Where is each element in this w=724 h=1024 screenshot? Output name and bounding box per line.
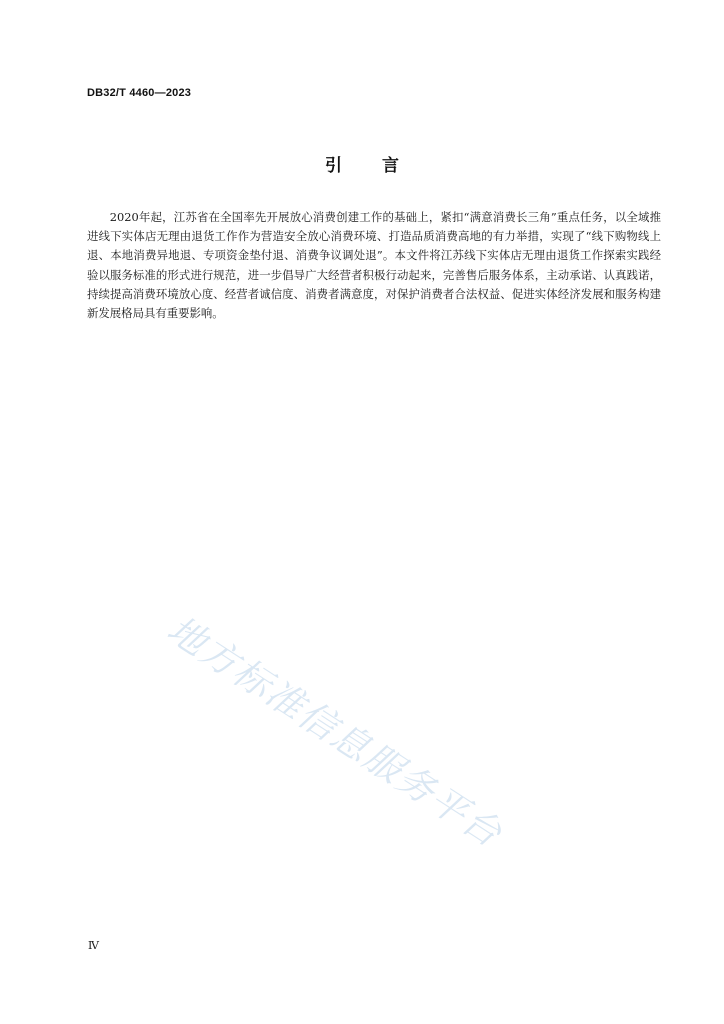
document-code: DB32/T 4460—2023 [87, 87, 192, 99]
watermark: 地方标准信息服务平台 [159, 607, 511, 857]
introduction-paragraph: 2020年起，江苏省在全国率先开展放心消费创建工作的基础上，紧扣“满意消费长三角”重点任务，以全域推进线下实体店无理由退货工作作为营造安全放心消费环境、打造品质消费高地的有力举措，实现了“线下购物线上退、本地消费异地退、专项资金垫付退、消费争议调处退”。本文件将江苏线下实体店无理由退货工作探索实践经验以服务标准的形式进行规范，进一步倡导广大经营者积极行动起来，完善售后服务体系，主动承诺、认真践诺，持续提高消费环境放心度、经营者诚信度、消费者满意度，对保护消费者合法权益、促进实体经济发展和服务构建新发展格局具有重要影响。 [87, 210, 661, 321]
page-title [0, 151, 724, 176]
title-char-2: 言 [382, 156, 399, 176]
page-number: Ⅳ [88, 939, 99, 952]
title-char-1: 引 [325, 156, 342, 176]
